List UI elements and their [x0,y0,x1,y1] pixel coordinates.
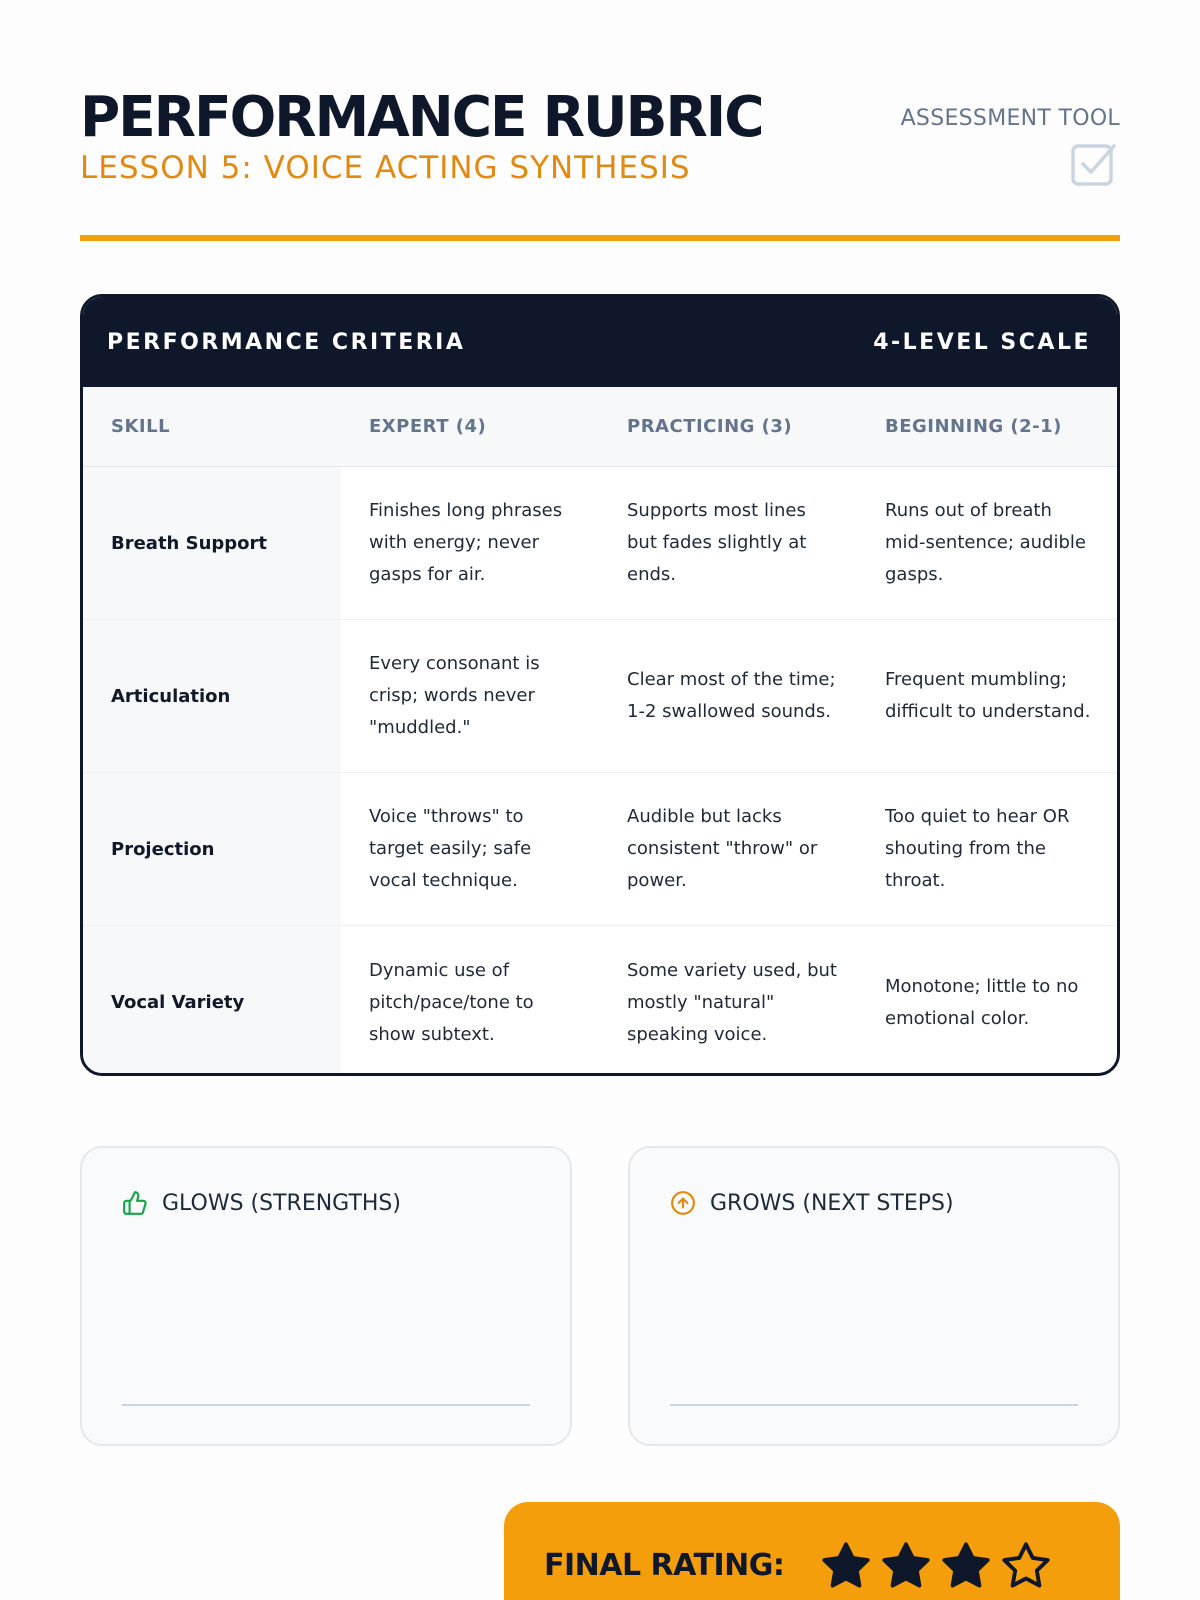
criteria-header [83,297,1117,387]
glows-title [122,1190,401,1216]
practicing-descriptor: Supports most lines but fades slightly at ends. [627,500,807,585]
checkbox-icon [1070,140,1120,190]
table-row [83,620,1117,773]
practicing-descriptor: Clear most of the time; 1-2 swallowed sounds. [627,669,836,722]
performance-criteria-table [80,294,1120,1076]
lesson-subtitle: LESSON 5: VOICE ACTING SYNTHESIS [80,150,691,186]
grows-title [670,1190,954,1216]
glows-box[interactable] [80,1146,572,1446]
column-header-practicing: PRACTICING (3) [627,416,793,437]
star-filled-icon[interactable] [940,1540,992,1592]
assessment-tool-label: ASSESSMENT TOOL [900,106,1120,131]
expert-descriptor: Every consonant is crisp; words never "muddled." [369,653,540,738]
thumbs-up-icon [122,1190,148,1216]
table-row [83,773,1117,926]
star-empty-icon[interactable] [1000,1540,1052,1592]
final-rating-label: FINAL RATING: [544,1548,785,1583]
column-header-skill: SKILL [111,416,171,437]
criteria-heading: PERFORMANCE CRITERIA [107,329,466,355]
column-headers [83,387,1117,467]
page-header [80,80,1120,190]
star-rating[interactable] [820,1540,1052,1592]
beginning-descriptor: Runs out of breath mid-sentence; audible gasps. [885,500,1086,585]
glows-title-text: GLOWS (STRENGTHS) [162,1190,401,1216]
table-row [83,467,1117,620]
grows-box[interactable] [628,1146,1120,1446]
practicing-descriptor: Audible but lacks consistent "throw" or power. [627,806,818,891]
scale-label: 4-LEVEL SCALE [873,329,1091,355]
practicing-descriptor: Some variety used, but mostly "natural" speaking voice. [627,959,837,1045]
column-header-beginning: BEGINNING (2-1) [885,416,1062,437]
skill-name: Breath Support [83,467,341,619]
expert-descriptor: Voice "throws" to target easily; safe vocal technique. [369,806,532,891]
star-filled-icon[interactable] [820,1540,872,1592]
skill-name: Projection [83,773,341,925]
expert-descriptor: Finishes long phrases with energy; never gasps for air. [369,500,563,585]
skill-name: Articulation [83,620,341,772]
table-row [83,926,1117,1076]
beginning-descriptor: Too quiet to hear OR shouting from the throat. [885,806,1070,891]
page-title: PERFORMANCE RUBRIC [80,85,763,150]
grows-writing-line [670,1404,1078,1406]
glows-writing-line [122,1404,530,1406]
final-rating-panel [504,1502,1120,1600]
star-filled-icon[interactable] [880,1540,932,1592]
header-divider [80,235,1120,241]
rubric-page [80,0,1120,1600]
arrow-up-circle-icon [670,1190,696,1216]
beginning-descriptor: Monotone; little to no emotional color. [885,975,1079,1029]
beginning-descriptor: Frequent mumbling; difficult to understand. [885,669,1091,722]
grows-title-text: GROWS (NEXT STEPS) [710,1190,954,1216]
skill-name: Vocal Variety [83,926,341,1076]
expert-descriptor: Dynamic use of pitch/pace/tone to show subtext. [369,959,534,1045]
column-header-expert: EXPERT (4) [369,416,487,437]
